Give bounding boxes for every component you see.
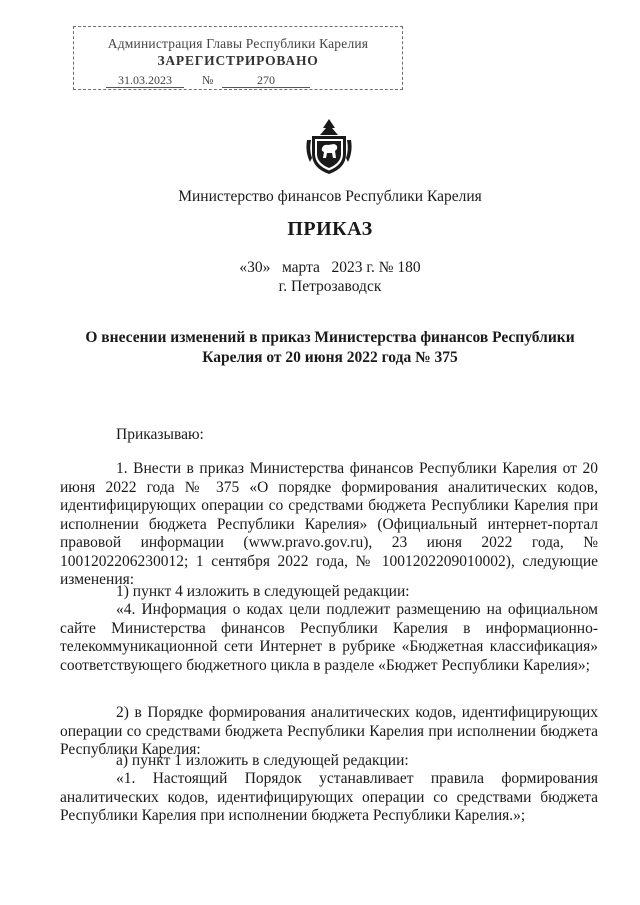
order-date-number: «30» марта 2023 г. № 180 <box>239 259 421 276</box>
stamp-registered: ЗАРЕГИСТРИРОВАНО <box>157 53 319 68</box>
coat-of-arms-icon <box>304 118 354 176</box>
registration-stamp <box>73 26 403 90</box>
paragraph-2-item-a: а) пункт 1 изложить в следующей редакции: <box>116 752 409 769</box>
paragraph-1: 1. Внести в приказ Министерства финансов Республики Карелия от 20 июня 2022 года № 375 «О порядке формирования аналитических кодов, идентифицирующих операции со средствами бюджета Республики Карелия при исполнении бюджета Республики Карелия» (Официальный интернет-портал правовой информации (www.pravo.gov.ru), 23 июня 2022 года, № 1001202206230012; 1 сентября 2022 года, № 1001202209010002), следующие изменения: <box>60 460 598 588</box>
subject-line-1: О внесении изменений в приказ Министерства финансов Республики <box>85 329 575 346</box>
order-city: г. Петрозаводск <box>278 278 382 295</box>
stamp-number: 270 <box>222 73 310 88</box>
order-subject <box>60 328 600 368</box>
paragraph-1-quote: «4. Информация о кодах цели подлежит размещению на официальном сайте Министерства финансов Республики Карелия в информационно-телекоммуникационной сети Интернет в рубрике «Бюджетная классификация» соответствующего бюджетного цикла в разделе «Бюджет Республики Карелия»; <box>60 601 598 674</box>
paragraph-1-item-1: 1) пункт 4 изложить в следующей редакции: <box>116 583 410 600</box>
ministry-name: Министерство финансов Республики Карелия <box>178 188 482 205</box>
paragraph-2: 2) в Порядке формирования аналитических кодов, идентифицирующих операции со средствами бюджета Республики Карелия при исполнении бюджета Республики Карелия: <box>60 704 598 758</box>
stamp-authority: Администрация Главы Республики Карелия <box>107 36 369 51</box>
stamp-date: 31.03.2023 <box>106 73 184 88</box>
paragraph-2-quote: «1. Настоящий Порядок устанавливает правила формирования аналитических кодов, идентифицирующих операции со средствами бюджета Республики Карелия при исполнении бюджета Республики Карелия.»; <box>60 770 598 824</box>
document-type: ПРИКАЗ <box>287 218 373 240</box>
subject-line-2: Карелия от 20 июня 2022 года № 375 <box>202 349 458 366</box>
order-lead: Приказываю: <box>116 426 204 443</box>
stamp-registration-row <box>74 73 402 87</box>
stamp-number-label: № <box>202 73 214 87</box>
